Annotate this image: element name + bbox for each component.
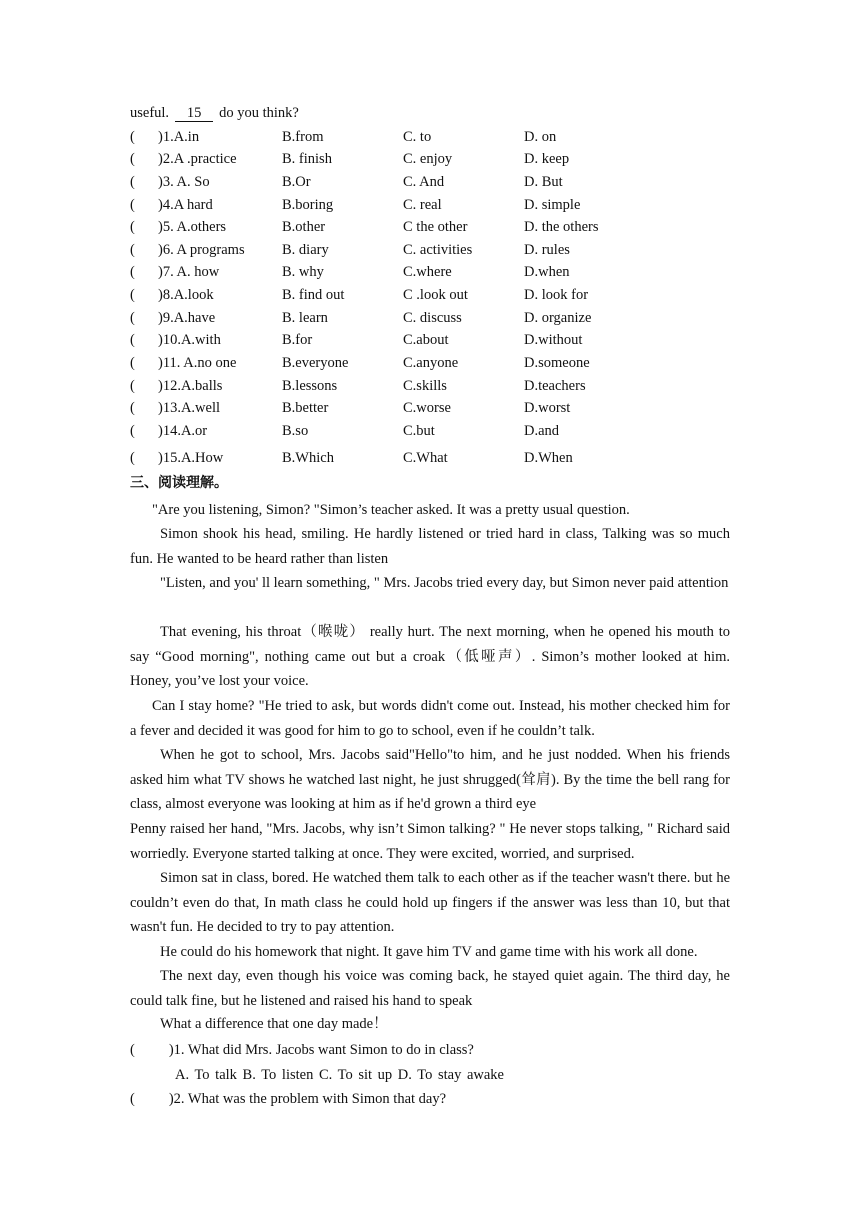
choice-option-d: D.and: [524, 423, 560, 439]
choice-option-c: C. enjoy: [403, 151, 453, 167]
choice-option-a: )1.A.in: [158, 129, 200, 145]
choice-option-a: )4.A hard: [158, 197, 213, 213]
answer-paren[interactable]: (: [130, 264, 135, 280]
choice-option-c: C.skills: [403, 378, 447, 394]
choice-option-b: B.so: [282, 423, 309, 439]
intro-before: useful.: [130, 105, 170, 121]
intro-line: [130, 104, 730, 122]
choice-option-a: )14.A.or: [158, 423, 208, 439]
answer-paren[interactable]: (: [130, 151, 135, 167]
paragraph-1: "Are you listening, Simon? "Simon’s teacher asked. It was a pretty usual question.: [152, 502, 630, 518]
choice-option-b: B.from: [282, 129, 324, 145]
question-2-paren: (: [130, 1091, 135, 1107]
choice-option-d: D. organize: [524, 310, 592, 326]
intro-after: do you think?: [219, 105, 299, 121]
choice-option-b: B.lessons: [282, 378, 338, 394]
choice-option-c: C. And: [403, 174, 445, 190]
question-1-options: A. To talk B. To listen C. To sit up D. To stay awake: [175, 1067, 504, 1083]
choice-option-d: D.without: [524, 332, 583, 348]
choice-option-b: B. learn: [282, 310, 328, 326]
choice-option-d: D. keep: [524, 151, 570, 167]
answer-paren[interactable]: (: [130, 423, 135, 439]
choice-option-d: D.teachers: [524, 378, 586, 394]
choice-option-a: )3. A. So: [158, 174, 210, 190]
answer-paren[interactable]: (: [130, 287, 135, 303]
choice-option-a: )6. A programs: [158, 242, 245, 258]
answer-paren[interactable]: (: [130, 378, 135, 394]
choice-option-a: )15.A.How: [158, 450, 224, 466]
choice-option-c: C.where: [403, 264, 452, 280]
choice-option-a: )5. A.others: [158, 219, 227, 235]
answer-paren[interactable]: (: [130, 310, 135, 326]
choice-option-c: C.anyone: [403, 355, 459, 371]
choice-option-d: D. simple: [524, 197, 581, 213]
choice-option-d: D. rules: [524, 242, 570, 258]
choice-option-c: C.about: [403, 332, 449, 348]
choice-option-c: C. discuss: [403, 310, 462, 326]
choice-option-c: C. to: [403, 129, 432, 145]
choice-option-b: B. find out: [282, 287, 345, 303]
paragraph-7: Penny raised her hand, "Mrs. Jacobs, why isn’t Simon talking? " He never stops talking, " Richard said worriedly. Everyone started talking at once. They were excited, worried, and surprised.: [130, 821, 730, 862]
paragraph-3: "Listen, and you' ll learn something, " Mrs. Jacobs tried every day, but Simon never paid attention: [160, 575, 729, 591]
answer-paren[interactable]: (: [130, 450, 135, 466]
paragraph-9: He could do his homework that night. It gave him TV and game time with his work all done.: [160, 944, 698, 960]
choice-option-b: B.everyone: [282, 355, 349, 371]
choice-option-d: D. the others: [524, 219, 599, 235]
choice-option-a: )9.A.have: [158, 310, 216, 326]
choice-option-c: C. activities: [403, 242, 473, 258]
choice-option-b: B.for: [282, 332, 313, 348]
choice-option-b: B.Or: [282, 174, 311, 190]
choice-option-d: D. But: [524, 174, 563, 190]
section-title: 三、阅读理解。: [130, 475, 228, 491]
choice-option-a: )11. A.no one: [158, 355, 237, 371]
answer-paren[interactable]: (: [130, 355, 135, 371]
question-1-paren: (: [130, 1042, 135, 1058]
choice-option-a: )8.A.look: [158, 287, 214, 303]
choice-option-c: C. real: [403, 197, 442, 213]
choice-option-b: B.better: [282, 400, 329, 416]
choice-option-c: C.but: [403, 423, 435, 439]
question-1: [130, 1041, 474, 1059]
choice-option-b: B.boring: [282, 197, 334, 213]
answer-paren[interactable]: (: [130, 219, 135, 235]
choice-option-a: )2.A .practice: [158, 151, 237, 167]
choice-option-a: )7. A. how: [158, 264, 220, 280]
choice-option-a: )10.A.with: [158, 332, 221, 348]
paragraph-4: That evening, his throat（喉咙） really hurt. The next morning, when he opened his mouth to say “Good morning", nothing came out but a croak（低哑声）. Simon’s mother looked at him. Honey, you’ve lost your voice.: [130, 624, 730, 689]
choice-option-a: )12.A.balls: [158, 378, 223, 394]
paragraph-10: The next day, even though his voice was coming back, he stayed quiet again. The third day, he could talk fine, but he listened and raised his hand to speak: [130, 968, 730, 1009]
choice-option-d: D.someone: [524, 355, 590, 371]
question-1-text: )1. What did Mrs. Jacobs want Simon to do in class?: [168, 1042, 474, 1058]
choice-option-d: D.worst: [524, 400, 571, 416]
paragraph-8: Simon sat in class, bored. He watched them talk to each other as if the teacher wasn't there. but he couldn’t even do that, In math class he could hold up fingers if the answer was less than 10, but that wasn't fun. He decided to try to pay attention.: [130, 870, 730, 935]
question-2: [130, 1090, 446, 1108]
choice-option-c: C.What: [403, 450, 448, 466]
answer-paren[interactable]: (: [130, 197, 135, 213]
answer-paren[interactable]: (: [130, 400, 135, 416]
choice-option-d: D. on: [524, 129, 557, 145]
answer-paren[interactable]: (: [130, 129, 135, 145]
choice-option-c: C the other: [403, 219, 468, 235]
choice-option-a: )13.A.well: [158, 400, 221, 416]
choice-option-c: C .look out: [403, 287, 468, 303]
answer-paren[interactable]: (: [130, 242, 135, 258]
choice-option-b: B. finish: [282, 151, 332, 167]
answer-paren[interactable]: (: [130, 332, 135, 348]
choice-option-b: B. diary: [282, 242, 329, 258]
choice-option-d: D.When: [524, 450, 573, 466]
choice-option-d: D.when: [524, 264, 570, 280]
choice-option-c: C.worse: [403, 400, 451, 416]
paragraph-2: Simon shook his head, smiling. He hardly listened or tried hard in class, Talking was so much fun. He wanted to be heard rather than listen: [130, 526, 730, 567]
question-2-text: )2. What was the problem with Simon that day?: [168, 1091, 447, 1107]
paragraph-6: When he got to school, Mrs. Jacobs said"Hello"to him, and he just nodded. When his friends asked him what TV shows he watched last night, he just shrugged(耸肩). By the time the bell rang for class, almost everyone was looking at him as if he'd grown a third eye: [130, 747, 730, 812]
paragraph-5: Can I stay home? "He tried to ask, but words didn't come out. Instead, his mother checked him for a fever and decided it was good for him to go to school, even if he couldn’t talk.: [130, 698, 730, 739]
answer-paren[interactable]: (: [130, 174, 135, 190]
choice-option-b: B.other: [282, 219, 326, 235]
choice-option-b: B.Which: [282, 450, 334, 466]
choice-option-d: D. look for: [524, 287, 589, 303]
blank-15: 15: [175, 105, 213, 122]
choice-option-b: B. why: [282, 264, 324, 280]
paragraph-11: What a difference that one day made！: [160, 1016, 388, 1032]
